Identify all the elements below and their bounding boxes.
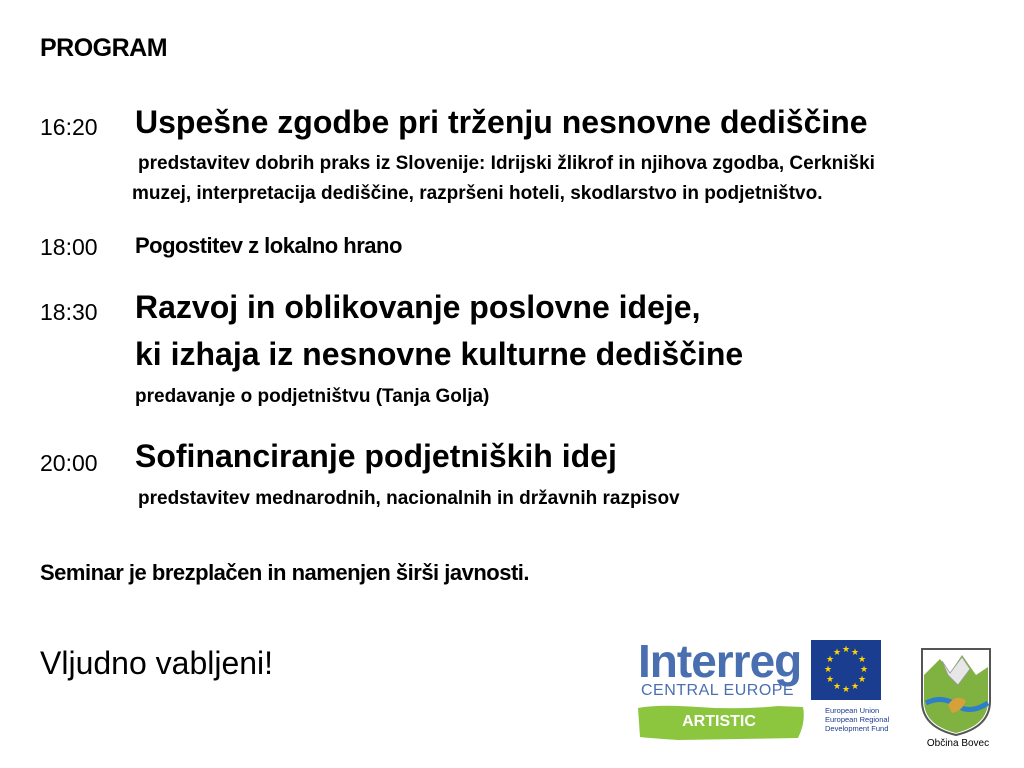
svg-text:★: ★ [857, 675, 867, 685]
svg-text:★: ★ [832, 648, 842, 658]
bovec-coat-of-arms-icon [918, 645, 994, 737]
session-title-3-line1: Razvoj in oblikovanje poslovne ideje, [135, 289, 701, 325]
time-1620: 16:20 [40, 114, 98, 140]
bovec-label: Občina Bovec [926, 738, 990, 749]
session-title-4: Sofinanciranje podjetniških idej [135, 438, 617, 474]
session-title-3-line2: ki izhaja iz nesnovne kulturne dediščine [135, 336, 744, 372]
interreg-wordmark: Interreg [638, 635, 802, 687]
artistic-label: ARTISTIC [682, 713, 756, 730]
obcina-bovec-logo [918, 645, 994, 755]
svg-text:★: ★ [850, 648, 860, 658]
session-desc-3: predavanje o podjetništvu (Tanja Golja) [135, 386, 490, 407]
svg-text:★: ★ [841, 645, 851, 655]
session-title-2: Pogostitev z lokalno hrano [135, 233, 402, 258]
svg-text:★: ★ [850, 682, 860, 692]
session-desc-4: predstavitev mednarodnih, nacionalnih in državnih razpisov [138, 488, 680, 509]
svg-text:★: ★ [823, 665, 833, 675]
program-heading: PROGRAM [40, 34, 168, 62]
eu-fund-text: European Union European Regional Development Fund [825, 706, 890, 733]
central-europe-label: CENTRAL EUROPE [641, 682, 795, 699]
session-title-1: Uspešne zgodbe pri trženju nesnovne dediščine [135, 104, 868, 140]
invitation-text: Vljudno vabljeni! [40, 645, 274, 681]
time-1830: 18:30 [40, 299, 98, 325]
time-1800: 18:00 [40, 234, 98, 260]
eu-flag-icon [811, 640, 881, 700]
svg-text:★: ★ [825, 655, 835, 665]
footer-note: Seminar je brezplačen in namenjen širši javnosti. [40, 560, 530, 585]
svg-text:★: ★ [841, 685, 851, 695]
interreg-logo [638, 635, 890, 744]
svg-text:★: ★ [857, 655, 867, 665]
svg-text:★: ★ [825, 675, 835, 685]
time-2000: 20:00 [40, 450, 98, 476]
session-desc-1-line2: muzej, interpretacija dediščine, razpršeni hoteli, skodlarstvo in podjetništvo. [132, 183, 823, 204]
svg-text:★: ★ [832, 682, 842, 692]
session-desc-1-line1: predstavitev dobrih praks iz Slovenije: Idrijski žlikrof in njihova zgodba, Cerkniški [138, 153, 875, 174]
svg-text:★: ★ [859, 665, 869, 675]
